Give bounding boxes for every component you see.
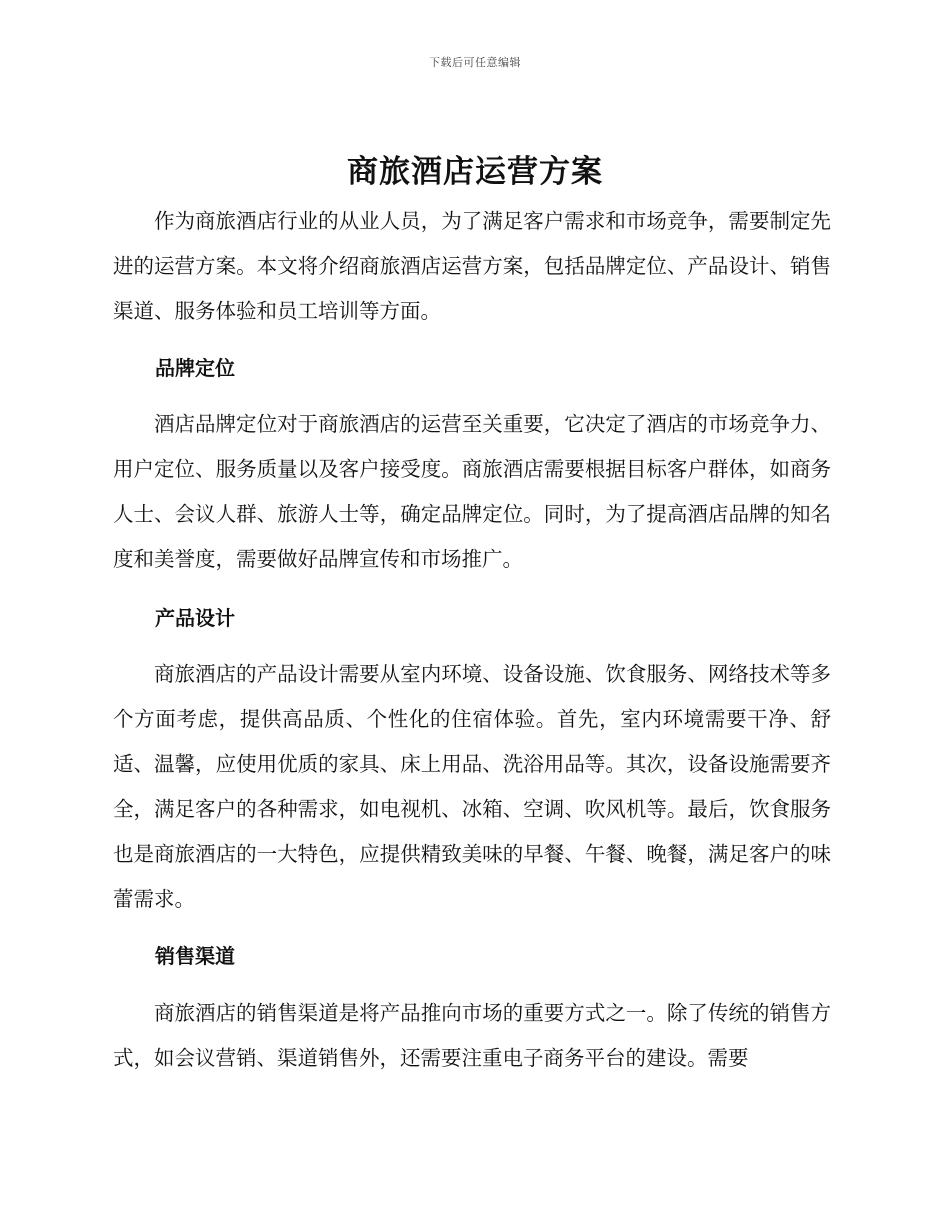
section-body-sales: 商旅酒店的销售渠道是将产品推向市场的重要方式之一。除了传统的销售方式，如会议营销、渠道销售外，还需要注重电子商务平台的建设。需要 xyxy=(113,1001,831,1070)
section-heading-product: 产品设计 xyxy=(155,606,235,630)
intro-paragraph: 作为商旅酒店行业的从业人员，为了满足客户需求和市场竞争，需要制定先进的运营方案。本文将介绍商旅酒店运营方案，包括品牌定位、产品设计、销售渠道、服务体验和员工培训等方面。 xyxy=(113,209,831,323)
section-heading-brand: 品牌定位 xyxy=(155,356,235,380)
section-heading-sales: 销售渠道 xyxy=(155,944,235,968)
section-body-brand: 酒店品牌定位对于商旅酒店的运营至关重要，它决定了酒店的市场竞争力、用户定位、服务质量以及客户接受度。商旅酒店需要根据目标客户群体，如商务人士、会议人群、旅游人士等，确定品牌定位。同时，为了提高酒店品牌的知名度和美誉度，需要做好品牌宣传和市场推广。 xyxy=(113,412,831,571)
section-body-product: 商旅酒店的产品设计需要从室内环境、设备设施、饮食服务、网络技术等多个方面考虑，提供高品质、个性化的住宿体验。首先，室内环境需要干净、舒适、温馨，应使用优质的家具、床上用品、洗浴用品等。其次，设备设施需要齐全，满足客户的各种需求，如电视机、冰箱、空调、吹风机等。最后，饮食服务也是商旅酒店的一大特色，应提供精致美味的早餐、午餐、晚餐，满足客户的味蕾需求。 xyxy=(113,662,831,911)
document-title: 商旅酒店运营方案 xyxy=(347,154,603,190)
header-note: 下载后可任意编辑 xyxy=(429,56,521,69)
